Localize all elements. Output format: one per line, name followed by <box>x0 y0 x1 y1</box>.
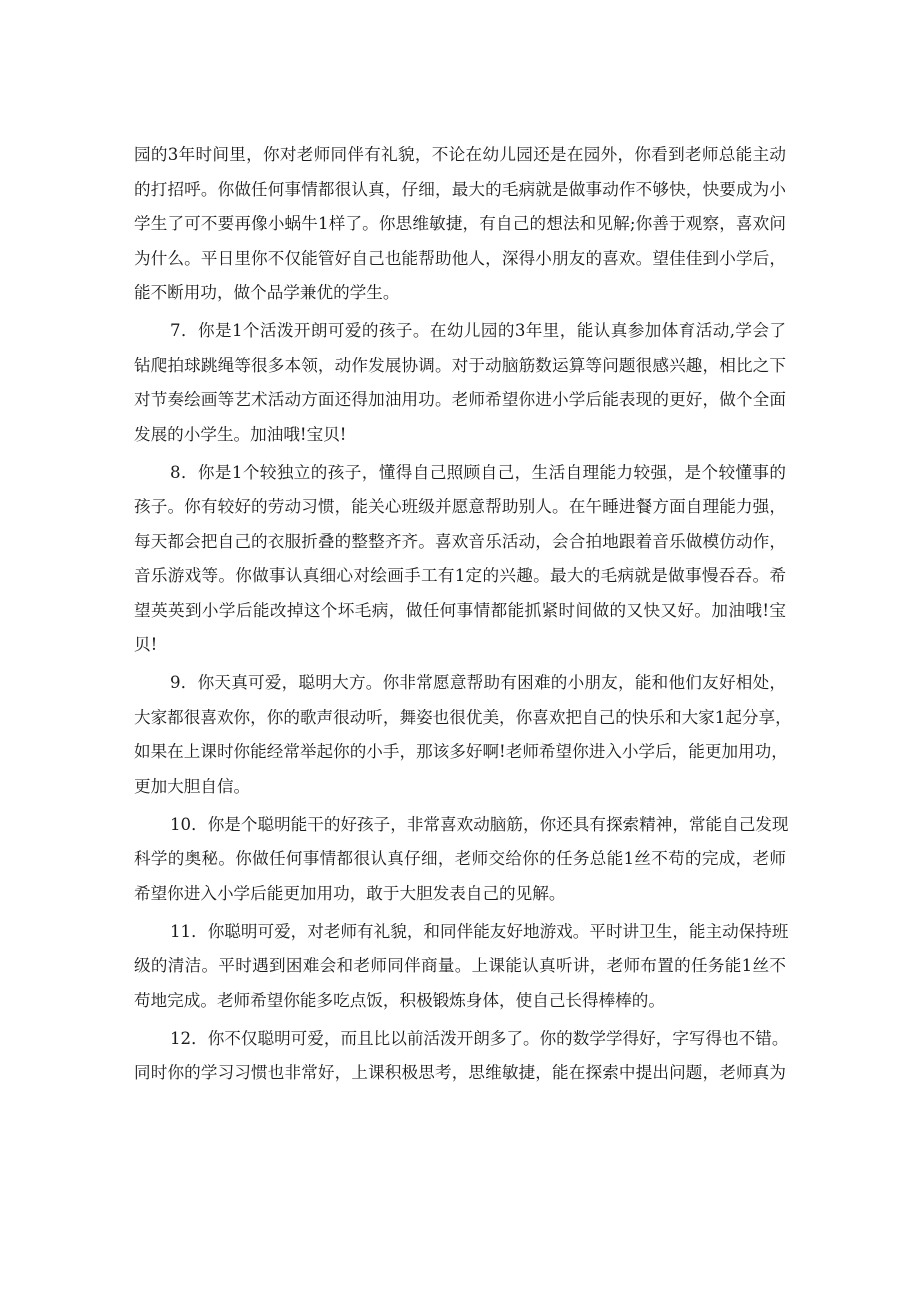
text-line: 每天都会把自己的衣服折叠的整整齐齐。喜欢音乐活动，会合拍地跟着音乐做模仿动作， <box>134 531 786 551</box>
document-page <box>134 138 792 1094</box>
text-line: 11．你聪明可爱，对老师有礼貌，和同伴能友好地游戏。平时讲卫生，能主动保持班 <box>170 921 789 941</box>
text-line: 对节奏绘画等艺术活动方面还得加油用功。老师希望你进小学后能表现的更好，做个全面 <box>134 390 786 409</box>
text-line: 发展的小学生。加油哦!宝贝! <box>134 424 347 444</box>
text-line: 园的3年时间里，你对老师同伴有礼貌，不论在幼儿园还是在园外，你看到老师总能主动 <box>134 145 786 164</box>
text-line: 望英英到小学后能改掉这个坏毛病，做任何事情都能抓紧时间做的又快又好。加油哦!宝 <box>134 600 786 620</box>
paragraph <box>134 314 786 452</box>
text-line: 8．你是1个较独立的孩子，懂得自己照顾自己，生活自理能力较强，是个较懂事的 <box>170 462 786 482</box>
text-line: 钻爬拍球跳绳等很多本领，动作发展协调。对于动脑筋数运算等问题很感兴趣，相比之下 <box>134 355 786 375</box>
text-line: 科学的奥秘。你做任何事情都很认真仔细，老师交给你的任务总能1丝不苟的完成，老师 <box>134 849 786 868</box>
paragraph <box>134 1022 789 1091</box>
text-line: 更加大胆自信。 <box>134 776 251 796</box>
text-line: 如果在上课时你能经常举起你的小手，那该多好啊!老师希望你进入小学后，能更加用功， <box>134 742 788 761</box>
text-line: 贝! <box>134 635 158 654</box>
text-line: 的打招呼。你做任何事情都很认真，仔细，最大的毛病就是做事动作不够快，快要成为小 <box>134 179 786 199</box>
paragraph <box>134 666 792 804</box>
text-line: 10．你是个聪明能干的好孩子，非常喜欢动脑筋，你还具有探索精神，常能自己发现 <box>170 814 789 834</box>
text-line: 音乐游戏等。你做事认真细心对绘画手工有1定的兴趣。最大的毛病就是做事慢吞吞。希 <box>134 566 786 585</box>
text-line: 级的清洁。平时遇到困难会和老师同伴商量。上课能认真听讲，老师布置的任务能1丝不 <box>134 956 786 975</box>
text-line: 7．你是1个活泼开朗可爱的孩子。在幼儿园的3年里，能认真参加体育活动,学会了 <box>170 321 786 340</box>
text-line: 希望你进入小学后能更加用功，敢于大胆发表自己的见解。 <box>134 883 566 903</box>
text-line: 9．你天真可爱，聪明大方。你非常愿意帮助有困难的小朋友，能和他们友好相处， <box>170 673 786 692</box>
paragraph <box>134 456 786 663</box>
text-line: 学生了可不要再像小蜗牛1样了。你思维敏捷，有自己的想法和见解;你善于观察，喜欢问 <box>134 214 786 233</box>
text-line: 同时你的学习习惯也非常好，上课积极思考，思维敏捷，能在探索中提出问题，老师真为 <box>134 1063 786 1082</box>
text-line: 为什么。平日里你不仅能管好自己也能帮助他人，深得小朋友的喜欢。望佳佳到小学后， <box>134 248 786 268</box>
text-line: 孩子。你有较好的劳动习惯，能关心班级并愿意帮助别人。在午睡进餐方面自理能力强， <box>134 497 786 516</box>
paragraph <box>134 915 789 1019</box>
text-line: 12．你不仅聪明可爱，而且比以前活泼开朗多了。你的数学学得好，字写得也不错。 <box>170 1028 789 1048</box>
paragraph <box>134 138 786 311</box>
paragraph <box>134 808 789 912</box>
text-line: 能不断用功，做个品学兼优的学生。 <box>134 283 400 302</box>
text-line: 大家都很喜欢你，你的歌声很动听，舞姿也很优美，你喜欢把自己的快乐和大家1起分享， <box>134 707 792 727</box>
text-line: 苟地完成。老师希望你能多吃点饭，积极锻炼身体，使自己长得棒棒的。 <box>134 990 665 1010</box>
